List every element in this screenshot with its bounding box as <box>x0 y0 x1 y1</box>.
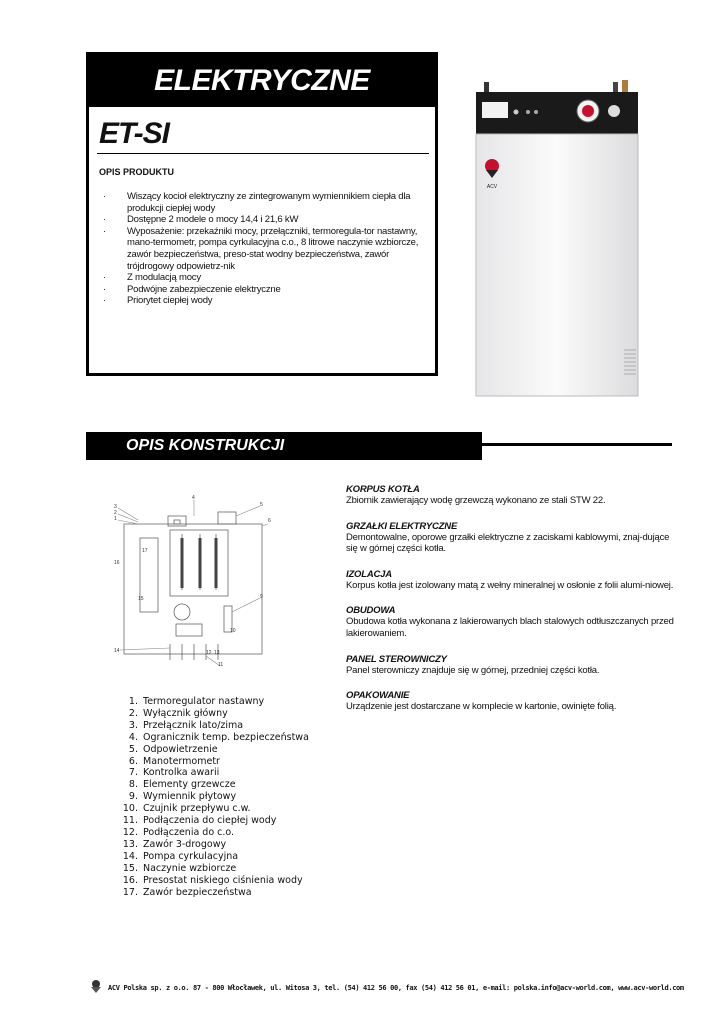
list-item: 6. Manotermometr <box>128 755 220 767</box>
construction-section-header <box>86 432 482 460</box>
list-item: 14. Pompa cyrkulacyjna <box>122 850 239 862</box>
feature-item: · Wyposażenie: przekaźniki mocy, przełączniki, termoregula-tor nastawny, mano-termometr, pompa cyrkulacyjna c.o., 8 litrowe naczynie wzbiorcze, zawór bezpieczeństwa, preso-stat wodny bezpieczeństwa, zawór trójdrogowy odpowietrz-nik <box>103 225 419 272</box>
diagram-label: 6 <box>268 518 271 524</box>
bullet-icon: · <box>103 283 106 295</box>
title-divider <box>97 153 429 154</box>
section-body-panel: Panel sterowniczy znajduje się w górnej, przedniej części kotła. <box>346 664 600 676</box>
parts-list <box>114 696 309 898</box>
acv-logo-icon <box>88 978 104 994</box>
diagram-label: 16 <box>114 560 120 566</box>
list-item: 12. Podłączenia do c.o. <box>122 826 235 838</box>
diagram-label: 5 <box>260 502 263 508</box>
product-description-label: OPIS PRODUKTU <box>99 167 175 177</box>
list-item: 11. Podłączenia do ciepłej wody <box>122 815 277 827</box>
section-rule <box>482 443 672 446</box>
diagram-label: 11 <box>218 662 224 668</box>
model-title: ET-SI <box>99 117 170 150</box>
section-title-grzalki: GRZAŁKI ELEKTRYCZNE <box>346 520 458 532</box>
feature-item: · Priorytet ciepłej wody <box>103 295 213 307</box>
section-title-izolacja: IZOLACJA <box>346 568 392 580</box>
boiler-badge-text: ACV <box>486 184 498 190</box>
diagram-label: 13 <box>214 650 220 656</box>
list-item: 8. Elementy grzewcze <box>128 779 236 791</box>
bullet-icon: · <box>103 295 106 307</box>
list-item: 17. Zawór bezpieczeństwa <box>122 886 252 898</box>
diagram-label: 17 <box>142 548 148 554</box>
list-item: 1. Termoregulator nastawny <box>128 696 265 707</box>
section-title-korpus: KORPUS KOTŁA <box>346 484 420 495</box>
list-item: 9. Wymiennik płytowy <box>128 791 237 803</box>
section-title-obudowa: OBUDOWA <box>346 605 396 617</box>
section-title-opakowanie: OPAKOWANIE <box>346 690 410 702</box>
bullet-icon: · <box>103 225 106 237</box>
list-item: 16. Presostat niskiego ciśnienia wody <box>122 874 303 886</box>
feature-item: · Dostępne 2 modele o mocy 14,4 i 21,6 kW <box>103 214 299 226</box>
category-banner <box>89 55 435 107</box>
diagram-label: 1 <box>114 516 117 522</box>
section-body-grzalki: Demontowalne, oporowe grzałki elektryczne z zaciskami kablowymi, znaj-dujące się w górnej części kotła. <box>346 531 670 555</box>
boiler-photo <box>468 78 644 400</box>
section-body-korpus: Zbiornik zawierający wodę grzewczą wykonano ze stali STW 22. <box>346 495 606 506</box>
diagram-label: 4 <box>192 495 195 501</box>
feature-item: · Wiszący kocioł elektryczny ze zintegrowanym wymiennikiem ciepła dla produkcji ciepłej wody <box>103 191 411 214</box>
feature-item: · Z modulacją mocy <box>103 272 201 284</box>
list-item: 2. Wyłącznik główny <box>128 707 228 719</box>
diagram-label: 10 <box>230 628 236 634</box>
list-item: 7. Kontrolka awarii <box>128 767 220 779</box>
list-item: 5. Odpowietrzenie <box>128 743 218 755</box>
diagram-label: 2 <box>114 510 117 516</box>
footer-contact: ACV Polska sp. z o.o. 87 - 800 Włocławek, ul. Witosa 3, tel. (54) 412 56 00, fax (54) 412 56 01, e-mail: polska.info@acv-world.com, www.acv-world.com <box>108 984 684 992</box>
bullet-icon: · <box>103 272 106 284</box>
boiler-schematic-diagram <box>110 494 280 674</box>
section-body-izolacja: Korpus kotła jest izolowany matą z wełny mineralnej w osłonie z folii alumi-niowej. <box>346 579 674 591</box>
feature-item: · Podwójne zabezpieczenie elektryczne <box>103 283 281 295</box>
product-box <box>86 52 438 376</box>
banner-title: ELEKTRYCZNE <box>154 64 370 97</box>
construction-sections <box>346 484 676 727</box>
diagram-label: 3 <box>114 504 117 510</box>
diagram-label: 9 <box>260 594 263 600</box>
bullet-icon: · <box>103 191 106 202</box>
section-body-opakowanie: Urządzenie jest dostarczane w komplecie w kartonie, owinięte folią. <box>346 701 617 713</box>
section-title-panel: PANEL STEROWNICZY <box>346 653 447 665</box>
bullet-icon: · <box>103 214 106 226</box>
section-body-obudowa: Obudowa kotła wykonana z lakierowanych blach stalowych odtłuszczanych przed lakierowaniem. <box>346 616 674 639</box>
diagram-label: 15 <box>138 596 144 602</box>
list-item: 10. Czujnik przepływu c.w. <box>122 803 251 815</box>
diagram-label: 12 <box>206 650 212 656</box>
list-item: 15. Naczynie wzbiorcze <box>122 862 237 874</box>
list-item: 13. Zawór 3-drogowy <box>122 838 227 850</box>
diagram-label: 14 <box>114 648 120 654</box>
list-item: 3. Przełącznik lato/zima <box>128 719 244 731</box>
list-item: 4. Ogranicznik temp. bezpieczeństwa <box>128 731 309 743</box>
construction-section-title: OPIS KONSTRUKCJI <box>126 437 285 454</box>
feature-list <box>99 191 419 307</box>
